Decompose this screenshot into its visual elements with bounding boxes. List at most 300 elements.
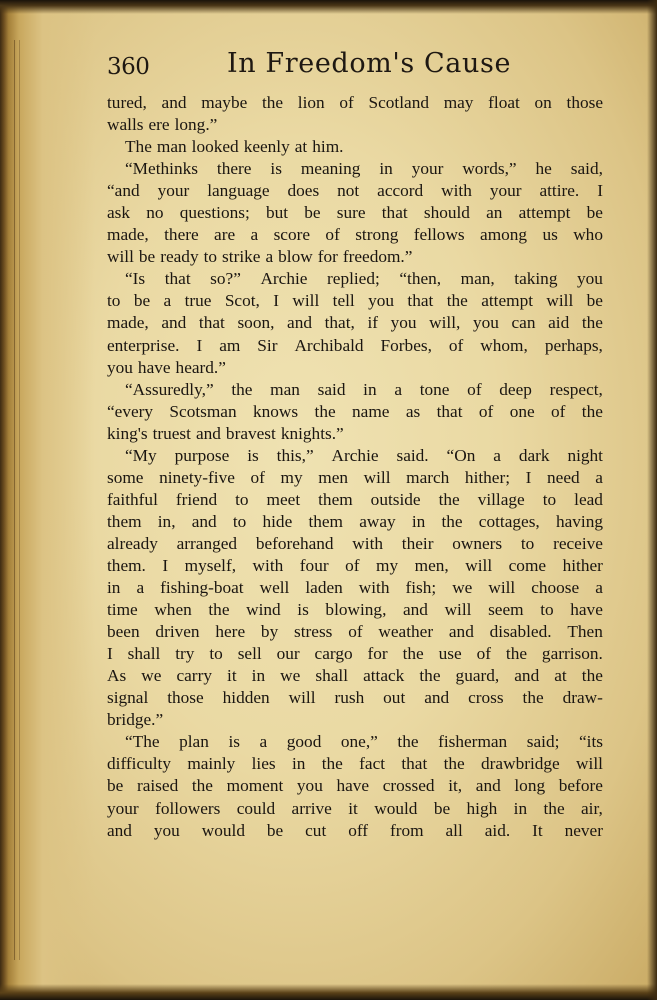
word: the [581, 401, 603, 421]
word: driven [155, 622, 200, 642]
word: and [161, 313, 187, 333]
word: draw- [562, 688, 603, 708]
word: that [407, 291, 434, 311]
word: respect, [549, 379, 603, 399]
word: is [247, 445, 259, 465]
word: myself, [184, 555, 237, 575]
word: sell [237, 644, 262, 664]
word: my [280, 467, 303, 487]
word: and [424, 688, 450, 708]
running-header [107, 46, 607, 86]
word: of [551, 401, 566, 421]
word: and [107, 820, 132, 840]
word: no [146, 203, 164, 223]
word: and [448, 622, 474, 642]
word: a [394, 379, 402, 399]
word: ere [148, 115, 170, 135]
word: said. [396, 445, 429, 465]
word: said; [526, 732, 560, 752]
word: “and [107, 181, 140, 201]
word: them [318, 489, 353, 509]
word: moment [226, 776, 284, 796]
word: the [208, 600, 230, 620]
word: will [546, 291, 574, 311]
text-line [107, 621, 603, 643]
word: choose [531, 578, 580, 598]
word: arranged [176, 533, 238, 553]
word: long.” [174, 115, 218, 135]
word: of [339, 93, 354, 112]
text-line [107, 643, 603, 665]
word: I [273, 291, 279, 311]
word: replied; [327, 269, 380, 289]
word: to [235, 489, 249, 509]
word: the [441, 511, 463, 531]
text-line [107, 687, 603, 709]
word: Archie [260, 269, 308, 289]
word: attempt [518, 203, 571, 223]
word: we [141, 666, 162, 686]
page-top-edge [0, 0, 657, 14]
word: them [308, 511, 343, 531]
word: use [438, 644, 462, 664]
word: will [288, 688, 316, 708]
word: man [270, 379, 300, 399]
word: drawbridge [481, 754, 560, 774]
word: keenly [243, 137, 290, 157]
word: purpose [174, 445, 230, 465]
word: my [376, 555, 399, 575]
word: cottages, [478, 511, 540, 531]
word: truest [152, 423, 191, 443]
word: “then, [399, 269, 442, 289]
word: arrive [291, 798, 332, 818]
word: your [157, 181, 190, 201]
word: with [352, 533, 384, 553]
word: hide [262, 511, 293, 531]
word: stress [294, 622, 333, 642]
word: with [252, 555, 284, 575]
text-line [107, 114, 603, 136]
word: name [352, 401, 390, 421]
word: bridge.” [107, 710, 164, 730]
word: and [403, 600, 428, 620]
word: freedom.” [342, 247, 413, 267]
word: language [207, 181, 270, 201]
word: outside [370, 489, 421, 509]
word: try [175, 644, 195, 664]
word: one,” [340, 732, 378, 752]
word: ready [160, 247, 199, 267]
word: attack [363, 666, 405, 686]
word: perhaps, [544, 335, 603, 355]
word: score [273, 225, 311, 245]
word: will, [429, 313, 461, 333]
word: in [513, 798, 528, 818]
word: four [299, 555, 329, 575]
word: king's [107, 423, 148, 443]
word: would [201, 820, 245, 840]
word: the [419, 666, 441, 686]
word: be [304, 203, 321, 223]
word: bravest [225, 423, 276, 443]
word: “Methinks [125, 159, 198, 179]
word: that [436, 401, 463, 421]
word: the [231, 379, 253, 399]
word: off [348, 820, 369, 840]
word: with [358, 578, 390, 598]
word: wind [246, 600, 281, 620]
word: our [276, 644, 300, 664]
word: tured, [107, 93, 147, 112]
word: will [465, 555, 493, 575]
word: some [107, 467, 144, 487]
body-text [107, 92, 603, 842]
word: is [228, 732, 240, 752]
text-line [107, 533, 603, 555]
word: there [164, 225, 199, 245]
word: hither [562, 555, 603, 575]
word: plan [179, 732, 209, 752]
word: away [359, 511, 396, 531]
word: him. [312, 137, 344, 157]
word: have [336, 776, 370, 796]
word: lion [297, 93, 325, 112]
word: beforehand [255, 533, 334, 553]
text-line [107, 555, 603, 577]
word: be [133, 291, 151, 311]
word: will [107, 247, 134, 267]
word: here [215, 622, 246, 642]
word: to [209, 644, 223, 664]
word: in [251, 666, 266, 686]
word: made, [107, 225, 149, 245]
word: true [184, 291, 212, 311]
word: a [163, 291, 172, 311]
word: meaning [300, 159, 361, 179]
word: fellows [413, 225, 465, 245]
word: on [534, 93, 552, 112]
word: disabled. [489, 622, 552, 642]
word: we [280, 666, 301, 686]
word: difficulty [107, 754, 171, 774]
word: good [286, 732, 322, 752]
word: words,” [462, 159, 517, 179]
text-line [107, 599, 603, 621]
word: you [577, 269, 603, 289]
word: meet [266, 489, 301, 509]
word: looked [191, 137, 239, 157]
text-line [107, 312, 603, 334]
word: not [337, 181, 360, 201]
text-line [107, 290, 603, 312]
word: fishing-boat [160, 578, 244, 598]
word: taking [514, 269, 558, 289]
word: the [505, 644, 528, 664]
word: be [586, 203, 603, 223]
word: laden [305, 578, 343, 598]
word: Sir [257, 335, 278, 355]
word: you [153, 820, 180, 840]
word: fact [359, 754, 386, 774]
word: said [317, 379, 346, 399]
word: by [260, 622, 279, 642]
word: there [216, 159, 252, 179]
word: high [466, 798, 498, 818]
word: be [433, 798, 451, 818]
word: that [164, 269, 191, 289]
word: soon, [237, 313, 275, 333]
word: said, [570, 159, 603, 179]
word: a [595, 578, 603, 598]
word: from [389, 820, 424, 840]
word: already [107, 533, 158, 553]
word: Scotsman [169, 401, 237, 421]
page-bottom-edge [0, 984, 657, 1000]
word: strong [355, 225, 399, 245]
word: been [107, 622, 140, 642]
word: it [348, 798, 358, 818]
word: dark [518, 445, 550, 465]
word: for [367, 644, 388, 664]
word: for [317, 247, 338, 267]
word: may [443, 93, 474, 112]
word: seem [488, 600, 524, 620]
word: guard, [455, 666, 500, 686]
word: Scotland [368, 93, 429, 112]
word: a [493, 445, 501, 465]
word: tell [332, 291, 355, 311]
word: he [535, 159, 552, 179]
word: men [318, 467, 349, 487]
text-line [107, 489, 603, 511]
word: Scot, [224, 291, 260, 311]
word: does [287, 181, 320, 201]
word: but [265, 203, 289, 223]
word: an [486, 203, 503, 223]
word: accord [377, 181, 424, 201]
word: “The [125, 732, 160, 752]
word: man [156, 137, 187, 157]
word: a [250, 225, 259, 245]
word: fish; [405, 578, 437, 598]
word: a [259, 732, 268, 752]
word: cross [468, 688, 504, 708]
word: the [443, 754, 465, 774]
word: in [363, 379, 377, 399]
text-line [107, 709, 603, 731]
word: time [107, 600, 138, 620]
word: as [405, 401, 421, 421]
word: your [107, 798, 139, 818]
word: deep [499, 379, 532, 399]
text-line [107, 202, 603, 224]
word: It [532, 820, 543, 840]
word: The [125, 137, 152, 157]
word: a [136, 578, 145, 598]
word: and [191, 511, 217, 531]
word: followers [155, 798, 221, 818]
word: to [542, 489, 557, 509]
word: fisherman [438, 732, 508, 752]
word: you [296, 776, 323, 796]
word: “Is [125, 269, 146, 289]
page-right-edge [647, 0, 657, 1000]
word: attire. [539, 181, 580, 201]
word: “its [578, 732, 603, 752]
word: owners [452, 533, 503, 553]
word: Archie [331, 445, 379, 465]
word: cargo [314, 644, 353, 664]
word: weather [378, 622, 434, 642]
word: be [138, 247, 156, 267]
word: mainly [187, 754, 236, 774]
word: have [570, 600, 603, 620]
word: in [107, 578, 121, 598]
word: heard.” [175, 357, 226, 377]
text-line [107, 357, 603, 379]
word: would [374, 798, 418, 818]
word: enterprise. [107, 335, 180, 355]
word: “every [107, 401, 154, 421]
word: float [488, 93, 520, 112]
word: “My [125, 445, 157, 465]
word: it [227, 666, 237, 686]
word: shall [315, 666, 349, 686]
word: aid [548, 313, 570, 333]
word: “On [446, 445, 476, 465]
word: having [555, 511, 603, 531]
word: to [520, 533, 535, 553]
word: to [203, 247, 218, 267]
text-line [107, 665, 603, 687]
word: in [291, 754, 306, 774]
text-line [107, 577, 603, 599]
word: and [475, 776, 501, 796]
word: can [511, 313, 536, 333]
word: the [581, 313, 603, 333]
word: carry [176, 666, 212, 686]
word: with [441, 181, 472, 201]
word: one [509, 401, 535, 421]
word: that [198, 313, 225, 333]
word: have [137, 357, 171, 377]
word: knights.” [280, 423, 344, 443]
word: lies [251, 754, 276, 774]
word: the [321, 754, 343, 774]
word: is [270, 159, 282, 179]
word: the [438, 489, 460, 509]
word: and [287, 313, 312, 333]
text-line [107, 180, 603, 202]
word: shall [127, 644, 161, 664]
word: of [348, 622, 363, 642]
word: whom, [480, 335, 528, 355]
text-line [107, 467, 603, 489]
text-line [107, 268, 603, 290]
word: in, [157, 511, 176, 531]
word: “Assuredly,” [125, 379, 214, 399]
word: As [107, 666, 127, 686]
word: aid. [484, 820, 511, 840]
word: will [576, 754, 603, 774]
word: us [542, 225, 558, 245]
word: crossed [382, 776, 435, 796]
word: their [401, 533, 434, 553]
word: and [161, 93, 187, 112]
word: blowing, [325, 600, 387, 620]
text-line [107, 158, 603, 180]
word: of [345, 555, 360, 575]
word: could [236, 798, 276, 818]
word: raised [136, 776, 179, 796]
word: march [406, 467, 450, 487]
word: before [558, 776, 603, 796]
word: the [543, 798, 565, 818]
word: lead [574, 489, 603, 509]
word: of [448, 335, 464, 355]
text-line [107, 423, 603, 445]
running-title: In Freedom's Cause [227, 48, 512, 79]
word: you [368, 291, 395, 311]
text-line [107, 798, 603, 820]
word: will [444, 600, 472, 620]
word: those [167, 688, 204, 708]
word: of [476, 644, 491, 664]
word: out [383, 688, 406, 708]
word: maybe [201, 93, 248, 112]
word: we [452, 578, 473, 598]
word: attempt [481, 291, 534, 311]
word: if [367, 313, 378, 333]
word: the [402, 644, 424, 664]
text-line [107, 379, 603, 401]
text-line [107, 445, 603, 467]
word: in [411, 511, 426, 531]
word: that, [324, 313, 355, 333]
word: a [595, 467, 603, 487]
word: never [564, 820, 603, 840]
word: of [467, 379, 482, 399]
word: your [489, 181, 522, 201]
word: garrison. [541, 644, 603, 664]
word: tone [419, 379, 450, 399]
word: village [477, 489, 525, 509]
word: those [566, 93, 603, 112]
word: sure [336, 203, 366, 223]
word: faithful [107, 489, 158, 509]
word: the [191, 776, 213, 796]
word: is [297, 600, 309, 620]
word: your [411, 159, 444, 179]
word: walls [107, 115, 144, 135]
word: it, [448, 776, 463, 796]
word: I [107, 644, 113, 664]
word: should [423, 203, 470, 223]
word: the [522, 688, 544, 708]
word: the [581, 666, 603, 686]
word: be [107, 776, 124, 796]
text-line [107, 246, 603, 268]
word: to [232, 511, 247, 531]
word: when [154, 600, 192, 620]
word: them [107, 511, 142, 531]
text-line [107, 820, 603, 842]
word: Then [567, 622, 603, 642]
word: the [314, 401, 336, 421]
word: ask [107, 203, 131, 223]
word: long [514, 776, 546, 796]
